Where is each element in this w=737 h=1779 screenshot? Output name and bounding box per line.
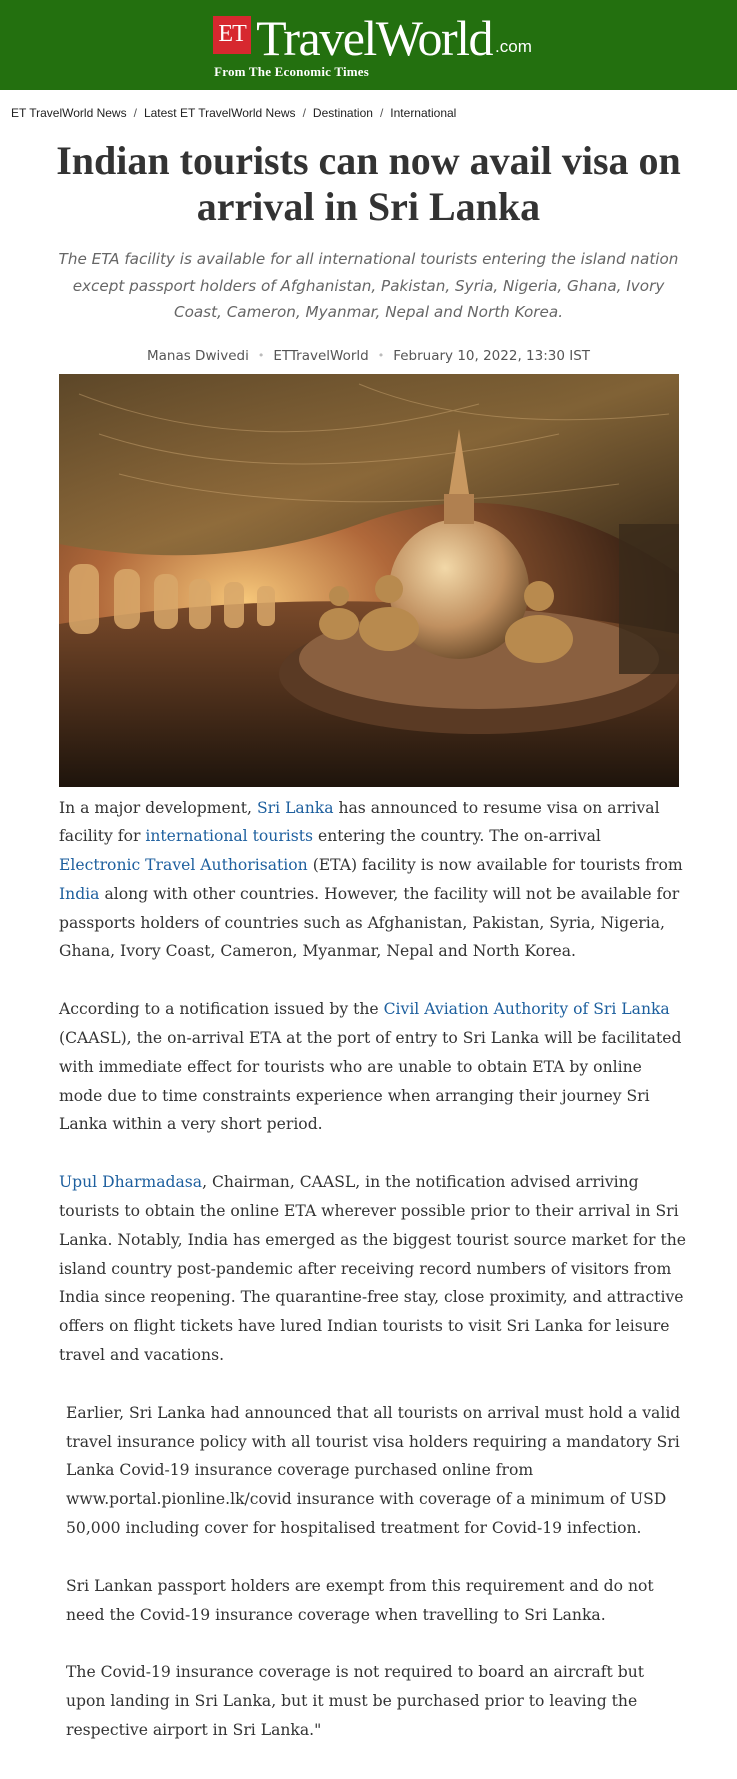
logo-wordmark: TravelWorld (256, 9, 493, 66)
breadcrumb-item[interactable]: Latest ET TravelWorld News (143, 106, 296, 120)
article-paragraph: According to a notification issued by the Civil Aviation Authority of Sri Lanka (CAASL), the on-arrival ETA at the port of entry to Sri Lanka will be facilitated with immediate effect for tourists who are unable to obtain ETA by online mode due to time constraints experience when arranging their journey Sri Lanka within a very short period. (59, 1000, 682, 1134)
article-synopsis: The ETA facility is available for all international tourists entering the island nation except passport holders of Afghanistan, Pakistan, Syria, Nigeria, Ghana, Ivory Coast, Cameron, Myanmar, Nepal and North Korea. (58, 250, 679, 321)
breadcrumb-separator: / (302, 106, 306, 120)
logo-domain-suffix: .com (495, 36, 532, 56)
article-link[interactable]: Sri Lanka (256, 798, 334, 817)
quote-paragraph: Sri Lankan passport holders are exempt from this requirement and do not need the Covid-19 insurance coverage when travelling to Sri Lanka. (66, 1576, 654, 1624)
quote-paragraph: Earlier, Sri Lanka had announced that all tourists on arrival must hold a valid travel insurance policy with all tourist visa holders requiring a mandatory Sri Lanka Covid-19 insurance coverage purchased online from www.portal.pionline.lk/covid insurance with coverage of a minimum of USD 50,000 including cover for hospitalised treatment for Covid-19 infection. (66, 1403, 681, 1538)
article-quote (59, 1399, 687, 1745)
hero-image (59, 374, 679, 787)
byline-separator: • (257, 349, 265, 362)
byline-separator: • (377, 349, 385, 362)
breadcrumb-separator: / (133, 106, 137, 120)
article-link[interactable]: international tourists (145, 827, 314, 846)
breadcrumb-item[interactable]: International (390, 106, 457, 120)
breadcrumb-item[interactable]: ET TravelWorld News (11, 106, 127, 120)
site-logo[interactable] (213, 9, 532, 80)
article-headline: Indian tourists can now avail visa on arrival in Sri Lanka (56, 138, 681, 229)
author-name[interactable]: Manas Dwivedi (146, 347, 249, 364)
article-link[interactable]: Electronic Travel Authorisation (59, 856, 308, 875)
et-logo-mark: ET (213, 16, 251, 54)
article-link[interactable]: Civil Aviation Authority of Sri Lanka (383, 1000, 670, 1019)
masthead (0, 0, 737, 90)
breadcrumb (0, 90, 737, 136)
breadcrumb-item[interactable]: Destination (312, 106, 373, 120)
logo-tagline: From The Economic Times (214, 63, 370, 79)
cave-temple-stupa-image (59, 374, 679, 787)
article-paragraph: Upul Dharmadasa, Chairman, CAASL, in the notification advised arriving tourists to obtain the online ETA wherever possible prior to their arrival in Sri Lanka. Notably, India has emerged as the biggest tourist source market for the island country post-pandemic after receiving record numbers of visitors from India since reopening. The quarantine-free stay, close proximity, and attractive offers on flight tickets have lured Indian tourists to visit Sri Lanka for leisure travel and vacations. (59, 1173, 687, 1365)
publication-name: ETTravelWorld (273, 347, 369, 364)
publish-date: February 10, 2022, 13:30 IST (393, 347, 591, 364)
article-paragraph: In a major development, Sri Lanka has announced to resume visa on arrival facility for international tourists entering the country. The on-arrival Electronic Travel Authorisation (ETA) facility is now available for tourists from India along with other countries. However, the facility will not be available for passports holders of countries such as Afghanistan, Pakistan, Syria, Nigeria, Ghana, Ivory Coast, Cameron, Myanmar, Nepal and North Korea. (59, 798, 683, 961)
article-byline (0, 346, 737, 366)
article-link[interactable]: India (59, 884, 100, 903)
quote-paragraph: The Covid-19 insurance coverage is not required to board an aircraft but upon landing in Sri Lanka, but it must be purchased prior to leaving the respective airport in Sri Lanka." (66, 1663, 645, 1740)
breadcrumb-separator: / (379, 106, 384, 120)
article-body (0, 794, 737, 1745)
article-link[interactable]: Upul Dharmadasa (59, 1173, 203, 1192)
